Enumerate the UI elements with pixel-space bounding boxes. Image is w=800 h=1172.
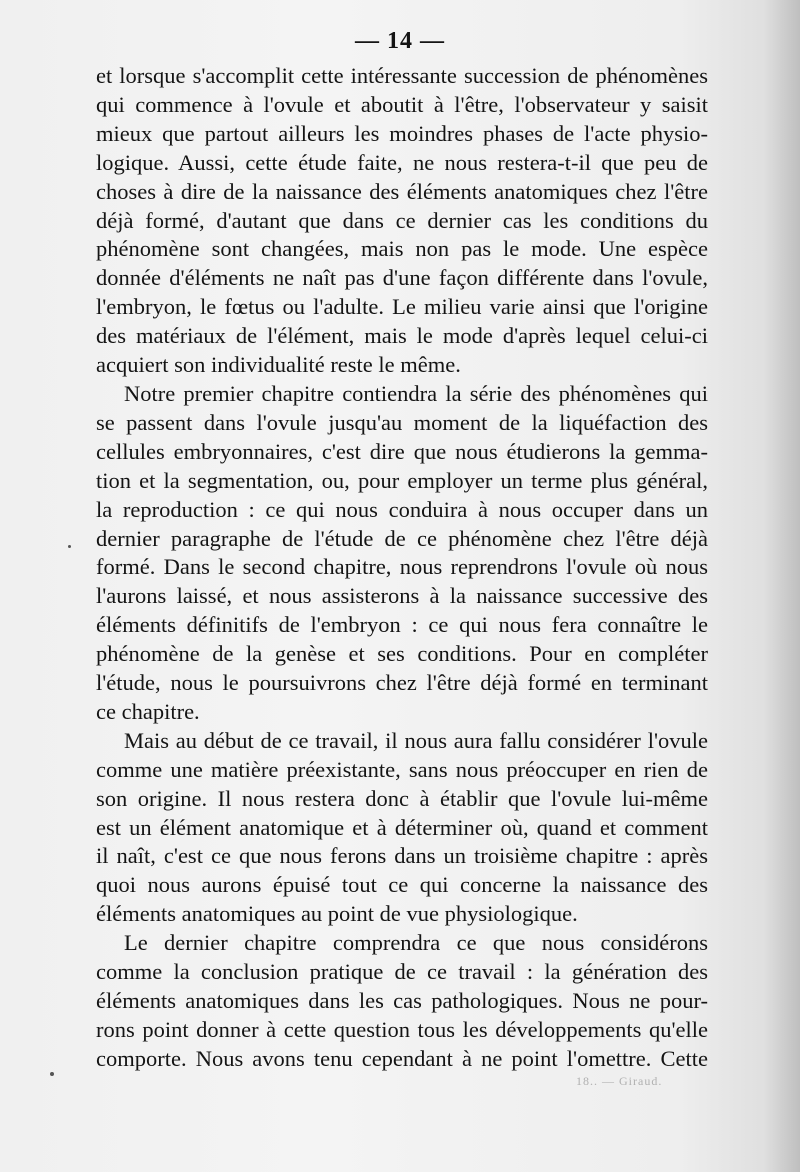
paragraph-4 (96, 929, 708, 1074)
faint-print-mark: 18.. — Giraud. (576, 1074, 663, 1088)
text-line: quoi nous aurons épuisé tout ce qui concerne la naissance des (96, 872, 708, 898)
text-line: comme la conclusion pratique de ce travail : la génération des (96, 959, 708, 985)
text-line: acquiert son individualité reste le même. (96, 352, 461, 378)
body-text (96, 62, 708, 1074)
text-line: son origine. Il nous restera donc à établir que l'ovule lui-même (96, 785, 708, 811)
text-line: ce chapitre. (96, 698, 200, 724)
text-line: Le dernier chapitre comprendra ce que nous considérons (124, 930, 708, 956)
text-line: déjà formé, d'autant que dans ce dernier cas les conditions du (96, 207, 708, 233)
paragraph-2 (96, 380, 708, 727)
text-line: dernier paragraphe de l'étude de ce phénomène chez l'être déjà (96, 525, 708, 551)
text-line: tion et la segmentation, ou, pour employer un terme plus général, (96, 467, 708, 493)
text-line: comme une matière préexistante, sans nous préoccuper en rien de (96, 756, 708, 782)
text-line: et lorsque s'accomplit cette intéressante succession de phénomènes (96, 63, 708, 88)
text-line: cellules embryonnaires, c'est dire que nous étudierons la gemma- (96, 438, 708, 464)
text-line: des matériaux de l'élément, mais le mode d'après lequel celui-ci (96, 323, 708, 349)
text-line: il naît, c'est ce que nous ferons dans un troisième chapitre : après (96, 843, 708, 869)
text-line: l'étude, nous le poursuivrons chez l'être déjà formé en terminant (96, 670, 708, 696)
text-line: phénomène de la genèse et ses conditions. Pour en compléter (96, 641, 708, 667)
text-line: est un élément anatomique et à déterminer où, quand et comment (96, 814, 708, 840)
text-line: Notre premier chapitre contiendra la série des phénomènes qui (124, 380, 708, 406)
text-line: Mais au début de ce travail, il nous aura fallu considérer l'ovule (124, 727, 708, 753)
text-line: phénomène sont changées, mais non pas le mode. Une espèce (96, 236, 708, 262)
text-line: éléments définitifs de l'embryon : ce qui nous fera connaître le (96, 612, 708, 638)
text-line: éléments anatomiques dans les cas pathologiques. Nous ne pour- (96, 988, 708, 1013)
ink-speck (68, 545, 71, 548)
text-line: formé. Dans le second chapitre, nous reprendrons l'ovule où nous (96, 554, 708, 580)
text-line: l'embryon, le fœtus ou l'adulte. Le milieu varie ainsi que l'origine (96, 294, 708, 320)
text-line: se passent dans l'ovule jusqu'au moment de la liquéfaction des (96, 409, 708, 435)
text-line: donnée d'éléments ne naît pas d'une façon différente dans l'ovule, (96, 265, 708, 291)
page-edge-shadow (764, 0, 800, 1172)
text-line: la reproduction : ce qui nous conduira à nous occuper dans un (96, 496, 708, 522)
text-line: comporte. Nous avons tenu cependant à ne point l'omettre. Cette (96, 1045, 708, 1071)
text-line: qui commence à l'ovule et aboutit à l'être, l'observateur y saisit (96, 91, 708, 117)
ink-speck (50, 1072, 54, 1076)
text-line: éléments anatomiques au point de vue physiologique. (96, 901, 578, 927)
text-line: choses à dire de la naissance des éléments anatomiques chez l'être (96, 178, 708, 204)
text-line: rons point donner à cette question tous les développements qu'elle (96, 1016, 708, 1042)
text-line: l'aurons laissé, et nous assisterons à la naissance successive des (96, 583, 708, 609)
paragraph-3 (96, 727, 708, 929)
text-line: mieux que partout ailleurs les moindres phases de l'acte physio- (96, 120, 708, 146)
paragraph-1 (96, 62, 708, 380)
text-line: logique. Aussi, cette étude faite, ne nous restera-t-il que peu de (96, 149, 708, 175)
page-number: — 14 — (355, 28, 445, 54)
